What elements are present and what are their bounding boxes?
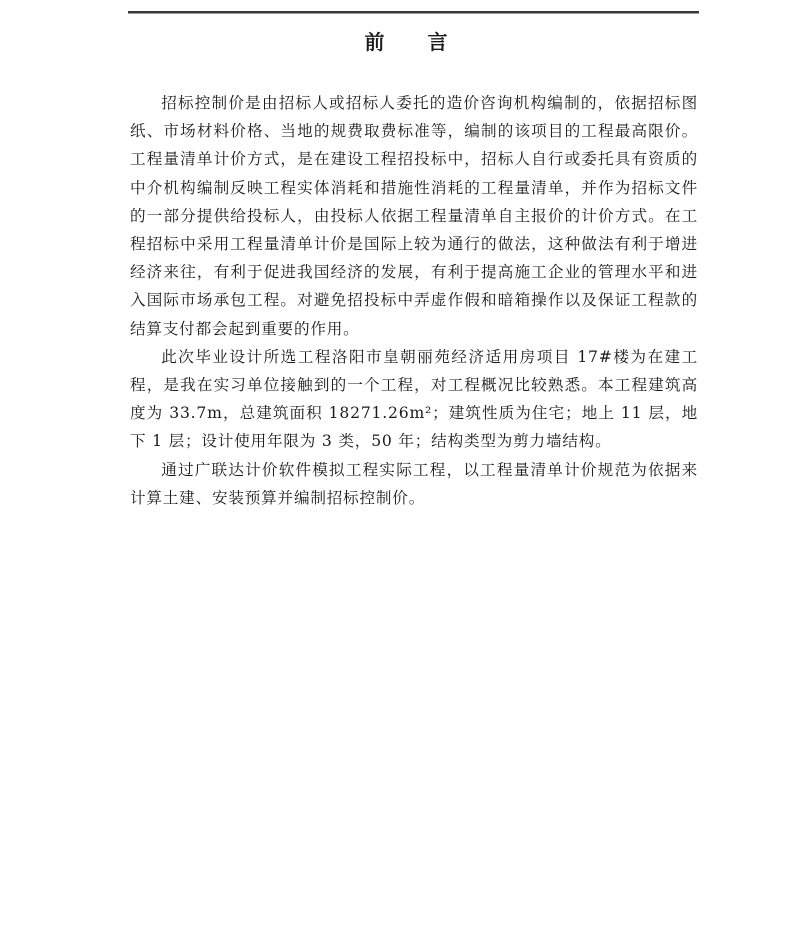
body-text xyxy=(130,89,698,512)
header-rule xyxy=(128,11,699,14)
paragraph-3: 通过广联达计价软件模拟工程实际工程，以工程量清单计价规范为依据来计算土建、安装预算并编制招标控制价。 xyxy=(130,460,698,507)
page-title: 前 言 xyxy=(364,30,466,54)
paragraph-2: 此次毕业设计所选工程洛阳市皇朝丽苑经济适用房项目 17#楼为在建工程，是我在实习单位接触到的一个工程，对工程概况比较熟悉。本工程建筑高度为 33.7m，总建筑面积 18271.26m²；建筑性质为住宅；地上 11 层，地下 1 层；设计使用年限为 3 类，50 年；结构类型为剪力墙结构。 xyxy=(130,347,698,451)
paragraph-1: 招标控制价是由招标人或招标人委托的造价咨询机构编制的，依据招标图纸、市场材料价格、当地的规费取费标准等，编制的该项目的工程最高限价。工程量清单计价方式，是在建设工程招投标中，招标人自行或委托具有资质的中介机构编制反映工程实体消耗和措施性消耗的工程量清单，并作为招标文件的一部分提供给投标人，由投标人依据工程量清单自主报价的计价方式。在工程招标中采用工程量清单计价是国际上较为通行的做法，这种做法有利于增进经济来往，有利于促进我国经济的发展，有利于提高施工企业的管理水平和进入国际市场承包工程。对避免招投标中弄虚作假和暗箱操作以及保证工程款的结算支付都会起到重要的作用。 xyxy=(130,94,698,338)
